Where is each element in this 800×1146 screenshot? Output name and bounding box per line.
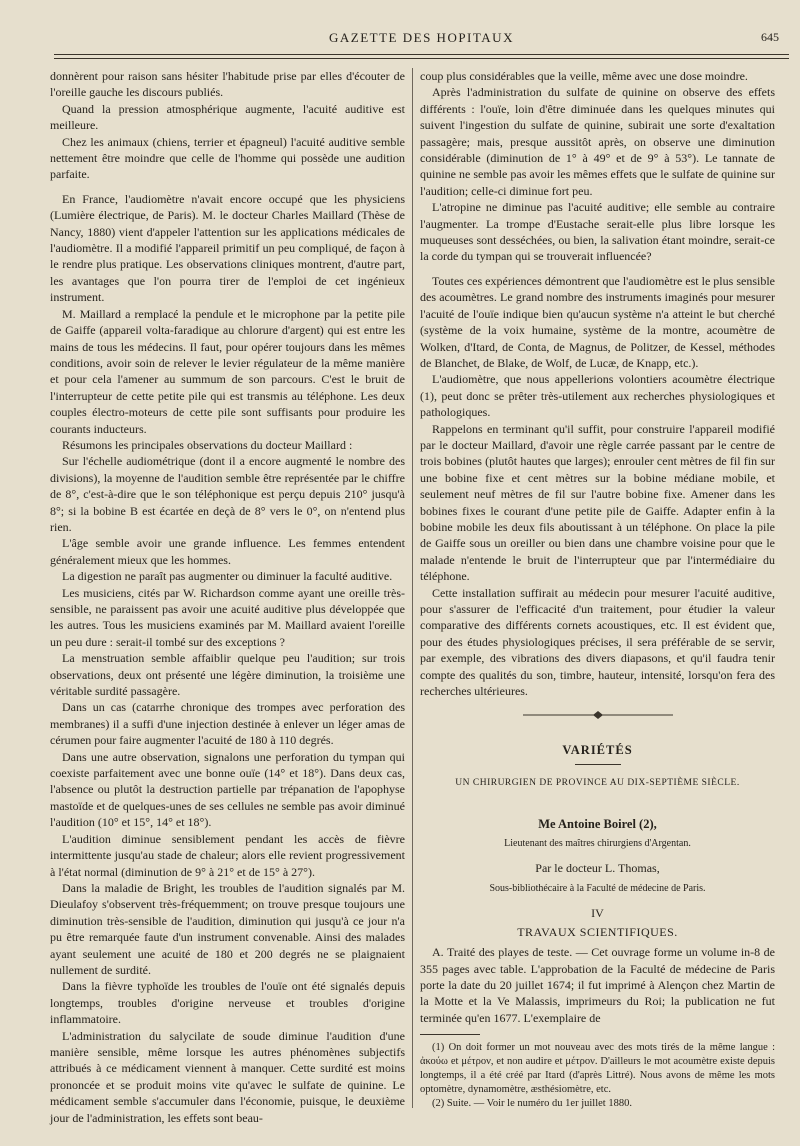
- paragraph: A. Traité des playes de teste. — Cet ouvrage forme un volume in-8 de 355 pages avec table. L'approbation de la Faculté de médecine de Paris porte la date du 20 juillet 1674; il fut imprimé à Alençon chez Martin de la Motte et la Ve Malassis, imprimeurs du Roi; la publication ne fut terminée qu'en 1677. L'exemplaire de: [420, 945, 775, 1025]
- paragraph: Toutes ces expériences démontrent que l'audiomètre est le plus sensible des acoumètres. Le grand nombre des instruments imaginés pour mesurer l'acuité de l'ouïe indique bien qu'aucun système n'a atteint le but cherché (système de la voix humaine, système de la montre, acoumètre de Wolken, d'Itard, de Conta, de Magnus, de Politzer, de Kessel, méthodes de Blanchet, de Blake, de Wolf, de Lucæ, de Knapp, etc.).: [420, 273, 775, 370]
- paragraph: Cette installation suffirait au médecin pour mesurer l'acuité auditive, pour s'assurer de l'efficacité d'un traitement, pour étudier la valeur comparative des différents cornets acoustiques, etc. Il est évident que, pour des études physiologiques précises, il sera préférable de se servir, par exemple, des vibrations des divers diapasons, et qu'il faudra tenir compte des qualités du son, timbre, hauteur, intensité, lorsqu'on fera des recherches ultérieures.: [420, 585, 775, 699]
- paragraph: En France, l'audiomètre n'avait encore occupé que les physiciens (Lumière électrique, de Paris). M. le docteur Charles Maillard (Thèse de Nancy, 1880) vient d'appeler l'attention sur les applications médicales de l'audiomètre. Il a modifié l'appareil primitif un peu compliqué, de façon à le rendre plus pratique. Les observations cliniques montrent, d'autre part, les avantages que l'on pourra tirer de l'emploi de cet ingénieux instrument.: [50, 191, 405, 305]
- header-rule: [54, 54, 789, 55]
- ornament-rule-icon: [523, 711, 673, 719]
- paragraph: coup plus considérables que la veille, même avec une dose moindre.: [420, 69, 748, 83]
- part-title: TRAVAUX SCIENTIFIQUES.: [517, 924, 678, 939]
- paragraph: Les musiciens, cités par W. Richardson comme ayant une oreille très-sensible, ne paraissent pas avoir une acuité auditive plus développée que les autres. Tous les musiciens examinés par M. Maillard avaient l'oreille un peu dure : serait-il tombé sur des exceptions ?: [50, 585, 405, 649]
- title-rule: [575, 764, 621, 765]
- paragraph: Dans un cas (catarrhe chronique des trompes avec perforation des membranes) il a suffi d'une injection destinée à enlever un léger amas de cérumen pour faire augmenter l'acuité de 180 à 110 degrés.: [50, 700, 405, 748]
- author-role: Lieutenant des maîtres chirurgiens d'Argentan.: [504, 838, 691, 850]
- paragraph: donnèrent pour raison sans hésiter l'habitude prise par elles d'écouter de l'oreille gauche les discours publiés.: [50, 69, 405, 100]
- paragraph: L'administration du salycilate de soude diminue l'audition d'une manière sensible, même lorsque les autres phénomènes subjectifs attribués à ce médicament viennent à manquer. Cette surdité est moins prononcée et se produit moins vite qu'avec le sulfate de quinine. Le médicament semble s'accumuler dans l'économie, puisque, le deuxième jour de l'administration, les effets sont beau-: [50, 1028, 405, 1125]
- page-number: 645: [761, 30, 779, 44]
- section-separator: [420, 707, 775, 723]
- part-number: IV: [591, 906, 604, 921]
- paragraph: L'audiomètre, que nous appellerions volontiers acoumètre électrique (1), peut donc se prêter très-utilement aux recherches physiologiques et pathologiques.: [420, 372, 775, 420]
- section-title: VARIÉTÉS: [562, 742, 633, 757]
- article-author: Me Antoine Boirel (2),: [538, 816, 657, 831]
- footnote-rule: [420, 1034, 480, 1035]
- header-rule-double: [54, 58, 789, 59]
- paragraph: La menstruation semble affaiblir quelque peu l'audition; sur trois observations, deux ont présenté une légère diminution, la troisième une véritable surdité passagère.: [50, 651, 405, 699]
- paragraph: La digestion ne paraît pas augmenter ou diminuer la faculté auditive.: [62, 569, 393, 584]
- paragraph: L'audition diminue sensiblement pendant les accès de fièvre intermittente jusqu'au stade de chaleur; alors elle revient progressivement à l'état normal (diminution de 9° à 21° et de 15° à 27°).: [50, 831, 405, 879]
- paragraph: Dans la fièvre typhoïde les troubles de l'ouïe ont été signalés depuis longtemps, troubles d'origine nerveuse et troubles d'origine inflammatoire.: [50, 979, 405, 1027]
- paragraph: Rappelons en terminant qu'il suffit, pour construire l'appareil modifié par le docteur Maillard, d'avoir une règle carrée passant par le centre de trois bobines (plutôt hautes que larges); enrouler cent mètres de fil fin sur une bobine fixe et cent mètres sur la bobine médiane mobile, et seulement neuf mètres de fil sur l'autre bobine fixe. Amener dans les bobines fixes le courant d'une petite pile de Gaiffe. Adapter enfin à la bobine mobile les deux fils aboutissant à un téléphone. On place la pile de Gaiffe sous un oreiller ou bien dans une chambre voisine pour que le malade n'entende le bruit de l'interrupteur que par l'intermédiaire du téléphone.: [420, 421, 775, 584]
- left-column: [50, 68, 405, 1126]
- paragraph: Résumons les principales observations du docteur Maillard :: [62, 437, 353, 452]
- column-divider: [412, 68, 413, 1108]
- byline: Par le docteur L. Thomas,: [535, 861, 660, 876]
- paragraph: Dans la maladie de Bright, les troubles de l'audition signalés par M. Dieulafoy s'observent très-fréquemment; on trouve presque toujours une diminution très-sensible de l'audition, diminution qui jusqu'à ce jour n'a pu être remarquée faute d'un instrument convenable. Ainsi des malades ayant seulement une acuité de 180 et 200 degrés ne se plaignaient nullement de surdité.: [50, 880, 405, 977]
- byline-role: Sous-bibliothécaire à la Faculté de médecine de Paris.: [489, 882, 706, 894]
- paragraph: Sur l'échelle audiométrique (dont il a encore augmenté le nombre des divisions), la moyenne de l'audition semble être représentée par le chiffre de 8°, c'est-à-dire que le son téléphonique est perçu depuis 210° jusqu'à 8°; si la bobine B est écartée en deçà de 8° vers le 0°, on n'entend plus rien.: [50, 454, 405, 534]
- running-head: [54, 30, 789, 50]
- paragraph: M. Maillard a remplacé la pendule et le microphone par la petite pile de Gaiffe (appareil volta-faradique au chlorure d'argent) qui est entre les mains de tous les médecins. Il faut, pour opérer toujours dans les mêmes conditions, avoir soin de relever le levier régulateur de la même manière et pour cela l'amener au summum de son parcours. C'est le bruit de l'interrupteur de cette petite pile qui est transmis au téléphone. Les deux couples électro-moteurs de cette pile sont suffisants pour produire les courants inducteurs.: [50, 306, 405, 436]
- right-column: [420, 68, 775, 1111]
- paragraph: Quand la pression atmosphérique augmente, l'acuité auditive est meilleure.: [50, 101, 405, 133]
- footnote: (1) On doit former un mot nouveau avec des mots tirés de la même langue : ἀκούω et μέτρον, et non audire et μέτρον. D'ailleurs le mot acoumètre existe depuis longtemps, il a été créé par Itard (d'après Littré). Nous avons de même les mots optomètre, dynamomètre, æsthésiomètre, etc.: [420, 1042, 775, 1096]
- footnote: (2) Suite. — Voir le numéro du 1er juillet 1880.: [432, 1098, 632, 1110]
- journal-title: GAZETTE DES HOPITAUX: [329, 30, 514, 45]
- paragraph: L'âge semble avoir une grande influence. Les femmes entendent généralement mieux que les hommes.: [50, 536, 405, 567]
- paragraph: L'atropine ne diminue pas l'acuité auditive; elle semble au contraire l'augmenter. La trompe d'Eustache serait-elle plus libre lorsque les muqueuses sont desséchées, ou bien, la salivation étant moindre, serait-ce la corde du tympan qui se trouverait influencée?: [420, 200, 775, 264]
- paragraph: Chez les animaux (chiens, terrier et épagneul) l'acuité auditive semble nettement être moindre que celle de l'homme qui possède une audition parfaite.: [50, 134, 405, 182]
- paragraph: Dans une autre observation, signalons une perforation du tympan qui coexiste parfaitement avec une bonne ouïe (14° et 18°). Dans deux cas, l'absence ou plutôt la destruction partielle par trépanation de l'apophyse mastoïde et de quelques-unes de ses cellules ne semble pas avoir diminué l'audition (10° et 15°, 14° et 18°).: [50, 749, 405, 830]
- paragraph: Après l'administration du sulfate de quinine on observe des effets différents : l'ouïe, loin d'être diminuée dans les quelques minutes qui suivent l'ingestion du sulfate de quinine, subirait une sorte d'exaltation passagère; mais, presque aussitôt après, on observe une diminution considérable (diminution de 1° à 49° et de 9° à 53°). Le tannate de quinine ne semble pas avoir les mêmes effets que le sulfate de quinine sur l'audition; celle-ci diminue fort peu.: [420, 85, 775, 198]
- article-subtitle: UN CHIRURGIEN DE PROVINCE AU DIX-SEPTIÈME SIÈCLE.: [455, 778, 740, 789]
